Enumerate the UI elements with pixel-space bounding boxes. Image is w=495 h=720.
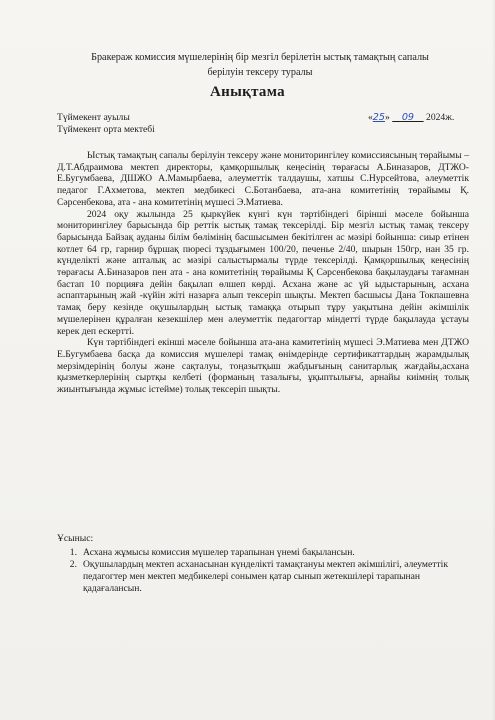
recommendations-section xyxy=(57,533,477,595)
document-title-line-2: берілуін тексеру туралы xyxy=(207,67,313,78)
document-date xyxy=(368,112,488,124)
paragraph-first-issue: 2024 оқу жылында 25 қыркүйек күнгі күн тәртібіндегі бірінші мәселе бойынша мониторингілеу барысында бір реттік ыстық тамақ тексерілді. Бір мезгіл ыстық тамақ тексеру барысында Байзақ ауданы білім бөлімінің басшысымен бекітілген ас мәзірі бойынша: сиыр етінен котлет 64 гр, гарнир бұршақ пюресі тұздығымен 100/20, печенье 2/40, шырын 150гр, нан 35 гр. күнделікті және апталық ас мәзірі салыстырмалы түрде тексерілді. Қамқоршылық кеңесінің төрағасы А.Биназаров пен ата - ана комитетінің төрайымы Қ Сәрсенбекова бақылаудағы тағамнан бастап 10 порцияға дейін бақылап өлшеп көрді. Асхана және ас үй ыдыстарының, асхана аспаптарының жай -күйін жіті назарға алып тексеріп шықты. Мектеп басшысы Дана Токпашевна тамақ беру кезінде оқушылардың ыстық тамаққа отырып тұру уақытына дейін әкімшілік мүшелерінен құралған кезекшілер мен әлеуметтік педагогтар міндетті түрде бақылауда ұстауы керек деп ескертті. xyxy=(57,208,469,337)
recommendation-number: 1. xyxy=(69,547,77,558)
recommendation-text: Асхана жұмысы комиссия мүшелер тарапынан үнемі бақылансын. xyxy=(83,547,355,558)
document-title-line-1: Бракераж комиссия мүшелерінің бір мезгіл берілетін ыстық тамақтың сапалы xyxy=(91,52,429,63)
date-month: 09 xyxy=(401,112,415,123)
date-day: 25 xyxy=(372,112,386,123)
paragraph-commission: Ыстық тамақтың сапалы берілуін тексеру және мониторингілеу комиссиясының төрайымы – Д.Т.Абдраимова мектеп директоры, қамқоршылық кеңесінің төрағасы А.Биназаров, ДТЖО-Е.Бугумбаева, ДШЖО А.Мамырбаева, әлеуметтік талдаушы, хатшы С.Нурсейтова, әлеуметтік педагог Г.Ахметова, мектеп медбикесі С.Ботанбаева, ата-ана комитетінің төрайымы Қ. Сәрсенбекова, ата - ана комитетінің мүшесі Э.Матиева. xyxy=(57,150,469,208)
document-type-heading: Анықтама xyxy=(210,84,285,100)
date-open-quote: « xyxy=(368,112,373,123)
recommendation-text: Оқушылардың мектеп асханасынан күнделікті тамақтануы мектеп әкімшілігі, әлеуметтік педагогтер мен мектеп медбикелері сонымен қатар сынып жетекшілері тарапынан қадағалансын. xyxy=(83,559,448,594)
date-month-field xyxy=(392,112,423,123)
document-body xyxy=(57,150,469,396)
recommendation-item xyxy=(57,547,477,559)
recommendation-number: 2. xyxy=(69,559,77,570)
date-close-quote: » xyxy=(385,112,390,123)
recommendations-heading: Ұсыныс: xyxy=(57,533,94,544)
location-school: Түймекент орта мектебі xyxy=(57,124,155,135)
recommendation-item xyxy=(57,559,477,595)
recommendations-list xyxy=(57,547,477,595)
paragraph-second-issue: Күн тәртібіндегі екінші мәселе бойынша ата-ана камитетінің мүшесі Э.Матиева мен ДТЖО Е.Бугумбаева басқа да комиссия мүшелері тамақ өнімдерінде сертификаттардың жарамдылық мерзімдерінің болуы және сақталуы, тоңазытқыш жабдығының санитарлық жағдайы,асхана қызметкерлерінің сыртқы келбеті (форманың тазалығы, ұқыптылығы, арнайы киімнің толық жиынтығында жұмыс істейме) толық тексеріп шықты. xyxy=(57,337,469,396)
location-village: Түймекент ауылы xyxy=(57,112,130,123)
date-year: 2024ж. xyxy=(426,112,455,123)
